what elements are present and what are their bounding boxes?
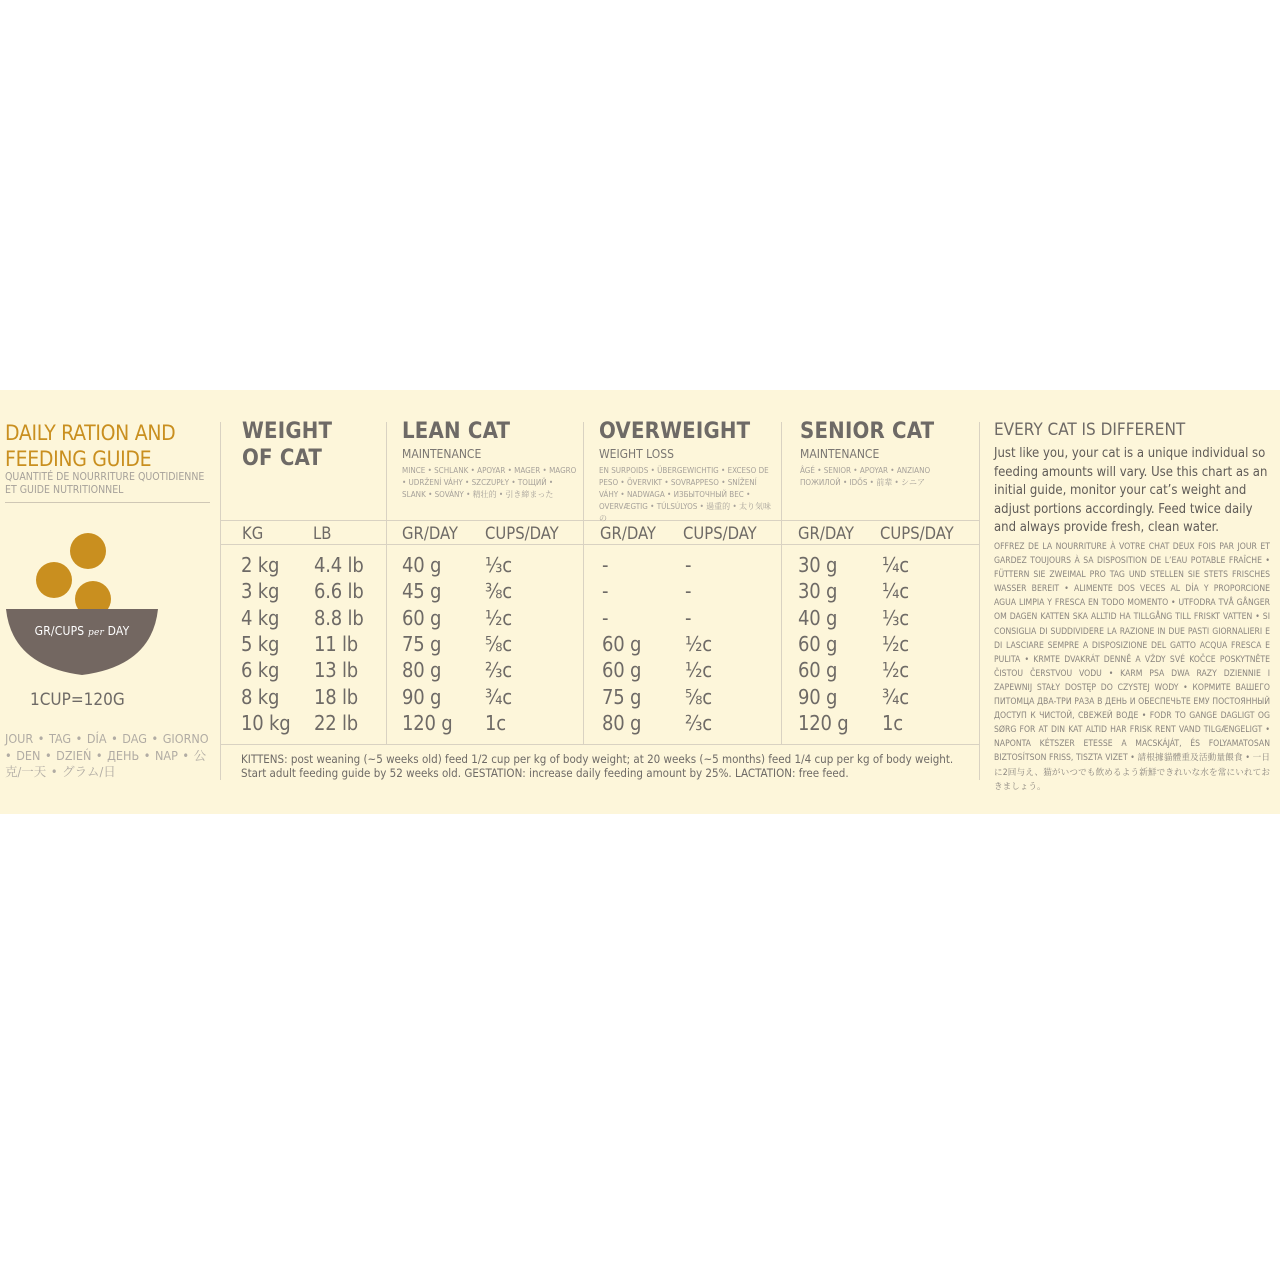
cell-kg: 3 kg xyxy=(241,579,280,604)
lean-cat-translations: MINCE • SCHLANK • APOYAR • MAGER • MAGRO • UDRŽENÍ VÁHY • SZCZUPŁY • ТОЩИЙ • SLANK • SOVÁNY • 精壮的 • 引き締まった xyxy=(402,466,577,499)
cell-senior-gr: 30 g xyxy=(798,553,838,577)
cell-senior-cups: ½c xyxy=(882,631,909,656)
col-over-gr: GR/DAY xyxy=(600,524,656,543)
divider xyxy=(583,422,584,744)
senior-cat-header: SENIOR CAT xyxy=(800,419,935,444)
cell-over-gr: - xyxy=(602,579,609,604)
cell-lean-gr: 90 g xyxy=(402,684,442,709)
cell-kg: 2 kg xyxy=(241,553,280,577)
cell-over-cups: ½c xyxy=(685,631,712,656)
cell-over-gr: - xyxy=(602,605,609,630)
cell-over-gr: 75 g xyxy=(602,684,642,709)
title-divider xyxy=(5,502,210,503)
overweight-subheader: WEIGHT LOSS xyxy=(599,447,674,461)
col-senior-cups: CUPS/DAY xyxy=(880,524,954,543)
cell-lean-cups: ¾c xyxy=(485,684,512,709)
cell-lb: 8.8 lb xyxy=(314,605,364,630)
cell-lb: 18 lb xyxy=(314,684,359,709)
cell-senior-gr: 90 g xyxy=(798,684,838,709)
cell-lean-cups: ½c xyxy=(485,605,512,630)
cell-lean-gr: 120 g xyxy=(402,710,453,735)
guide-title: DAILY RATION AND FEEDING GUIDE xyxy=(5,421,176,471)
cell-senior-gr: 60 g xyxy=(798,631,838,656)
overweight-header: OVERWEIGHT xyxy=(599,419,751,444)
cell-over-cups: ½c xyxy=(685,658,712,683)
col-senior-gr: GR/DAY xyxy=(798,524,854,543)
cell-lean-cups: ⅔c xyxy=(485,658,512,683)
cell-over-gr: 60 g xyxy=(602,631,642,656)
guide-subtitle: QUANTITÉ DE NOURRITURE QUOTIDIENNE ET GUIDE NUTRITIONNEL xyxy=(5,471,205,496)
cell-senior-cups: ½c xyxy=(882,658,909,683)
col-lean-gr: GR/DAY xyxy=(402,524,458,543)
senior-cat-translations: ÂGÉ • SENIOR • APOYAR • ANZIANO ПОЖИЛОЙ • IDŐS • 前辈 • シニア xyxy=(800,466,931,487)
overweight-translations: EN SURPOIDS • ÜBERGEWICHTIG • EXCESO DE PESO • ÖVERVIKT • SOVRAPPESO • SNÍŽENÍ VÁHY • NADWAGA • ИЗБЫТОЧНЫЙ ВЕС • OVERVÆGTIG • TÚLSÚLYOS • 過重的 • 太り気味の xyxy=(599,466,771,523)
feeding-guide-panel xyxy=(0,390,1280,814)
cell-lb: 6.6 lb xyxy=(314,579,364,604)
weight-header: WEIGHT OF CAT xyxy=(242,419,333,471)
divider xyxy=(386,422,387,744)
cell-over-gr: 60 g xyxy=(602,658,642,683)
cell-lean-gr: 45 g xyxy=(402,579,442,604)
cell-senior-cups: 1c xyxy=(882,710,903,735)
lean-cat-subheader: MAINTENANCE xyxy=(402,447,482,461)
cell-over-gr: 80 g xyxy=(602,710,642,735)
kittens-note: KITTENS: post weaning (~5 weeks old) feed 1/2 cup per kg of body weight; at 20 weeks (~5 months) feed 1/4 cup per kg of body weight. Start adult feeding guide by 52 weeks old. GESTATION: increase daily feeding amount by 25%. LACTATION: free feed. xyxy=(241,752,954,780)
kibble-icon xyxy=(70,533,106,569)
cell-lean-gr: 60 g xyxy=(402,605,442,630)
cell-lean-cups: ⅓c xyxy=(485,553,512,577)
every-cat-body: Just like you, your cat is a unique individual so feeding amounts will vary. Use this chart as an initial guide, monitor your cat’s weight and adjust portions accordingly. Feed twice daily and always provide fresh, clean water. xyxy=(994,446,1268,535)
cell-senior-gr: 60 g xyxy=(798,658,838,683)
cell-senior-cups: ¼c xyxy=(882,579,909,604)
per-day-translations: JOUR • TAG • DÍA • DAG • GIORNO • DEN • DZIEŃ • ДЕНЬ • NAP • 公克/一天 • グラム/日 xyxy=(5,731,209,779)
cell-lb: 11 lb xyxy=(314,631,359,656)
every-cat-translations: OFFREZ DE LA NOURRITURE À VOTRE CHAT DEUX FOIS PAR JOUR ET GARDEZ TOUJOURS À SA DISPOSITION DE L’EAU POTABLE FRAÎCHE • FÜTTERN SIE ZWEIMAL PRO TAG UND STELLEN SIE STETS FRISCHES WASSER BEREIT • ALIMENTE DOS VECES AL DÍA Y PROPORCIONE AGUA LIMPIA Y FRESCA EN TODO MOMENTO • UTFODRA TVÅ GÅNGER OM DAGEN KATTEN SKA ALLTID HA TILLGÅNG TILL FRISKT VATTEN • SI CONSIGLIA DI SUDDIVIDERE LA RAZIONE IN DUE PASTI GIORNALIERI E DI LASCIARE SEMPRE A DISPOSIZIONE DEL GATTO ACQUA FRESCA E PULITA • KRMTE DVAKRÁT DENNĚ A VŽDY SVÉ KOČCE POSKYTNĚTE ČISTOU ČERSTVOU VODU • KARM PSA DWA RAZY DZIENNIE I ZAPEWNIJ STAŁY DOSTĘP DO CZYSTEJ WODY • КОРМИТЕ ВАШЕГО ПИТОМЦА ДВА-ТРИ РАЗА В ДЕНЬ И ОБЕСПЕЧЬТЕ ЕМУ ПОСТОЯННЫЙ ДОСТУП К ЧИСТОЙ, СВЕЖЕЙ ВОДЕ • FODR TO GANGE DAGLIGT OG SØRG FOR AT DIN KAT ALTID HAR FRISK RENT VAND TILGÆNGELIGT • NAPONTA KÉTSZER ETESSE A MACSKÁJÁT, ÉS FOLYAMATOSAN BIZTOSÍTSON FRISS, TISZTA VIZET • 請根據貓體重及活動量餵食 • 一日に2回与え、猫がいつでも飲めるよう新鮮できれいな水を常にいれておきましょう。 xyxy=(994,542,1270,792)
col-kg: KG xyxy=(242,524,264,543)
col-lb: LB xyxy=(313,524,332,543)
cell-over-cups: ⅝c xyxy=(685,684,712,709)
divider xyxy=(221,544,979,545)
divider xyxy=(979,422,980,780)
cell-lb: 13 lb xyxy=(314,658,359,683)
cell-senior-cups: ⅓c xyxy=(882,605,909,630)
cell-senior-gr: 120 g xyxy=(798,710,849,735)
cell-kg: 5 kg xyxy=(241,631,280,656)
cell-over-cups: ⅔c xyxy=(685,710,712,735)
cell-kg: 8 kg xyxy=(241,684,280,709)
lean-cat-header: LEAN CAT xyxy=(402,419,511,444)
bowl-icon xyxy=(6,580,158,676)
divider xyxy=(220,422,221,780)
senior-cat-subheader: MAINTENANCE xyxy=(800,447,880,461)
col-over-cups: CUPS/DAY xyxy=(683,524,757,543)
cup-equivalence: 1CUP=120G xyxy=(30,690,125,710)
cell-kg: 6 kg xyxy=(241,658,280,683)
cell-lean-gr: 40 g xyxy=(402,553,442,577)
cell-senior-gr: 30 g xyxy=(798,579,838,604)
cell-over-cups: - xyxy=(685,553,692,577)
bowl-label: GR/CUPS per DAY xyxy=(34,624,130,638)
divider xyxy=(781,422,782,744)
divider xyxy=(221,744,979,745)
cell-kg: 4 kg xyxy=(241,605,280,630)
cell-lean-cups: ⅜c xyxy=(485,579,512,604)
cell-kg: 10 kg xyxy=(241,710,291,735)
cell-lb: 22 lb xyxy=(314,710,359,735)
cell-lean-cups: ⅝c xyxy=(485,631,512,656)
cell-senior-cups: ¼c xyxy=(882,553,909,577)
cell-over-cups: - xyxy=(685,579,692,604)
every-cat-title: EVERY CAT IS DIFFERENT xyxy=(994,420,1186,440)
cell-over-gr: - xyxy=(602,553,609,577)
cell-lean-gr: 75 g xyxy=(402,631,442,656)
cell-senior-cups: ¾c xyxy=(882,684,909,709)
cell-lean-cups: 1c xyxy=(485,710,506,735)
cell-lb: 4.4 lb xyxy=(314,553,364,577)
cell-senior-gr: 40 g xyxy=(798,605,838,630)
cell-over-cups: - xyxy=(685,605,692,630)
col-lean-cups: CUPS/DAY xyxy=(485,524,559,543)
cell-lean-gr: 80 g xyxy=(402,658,442,683)
